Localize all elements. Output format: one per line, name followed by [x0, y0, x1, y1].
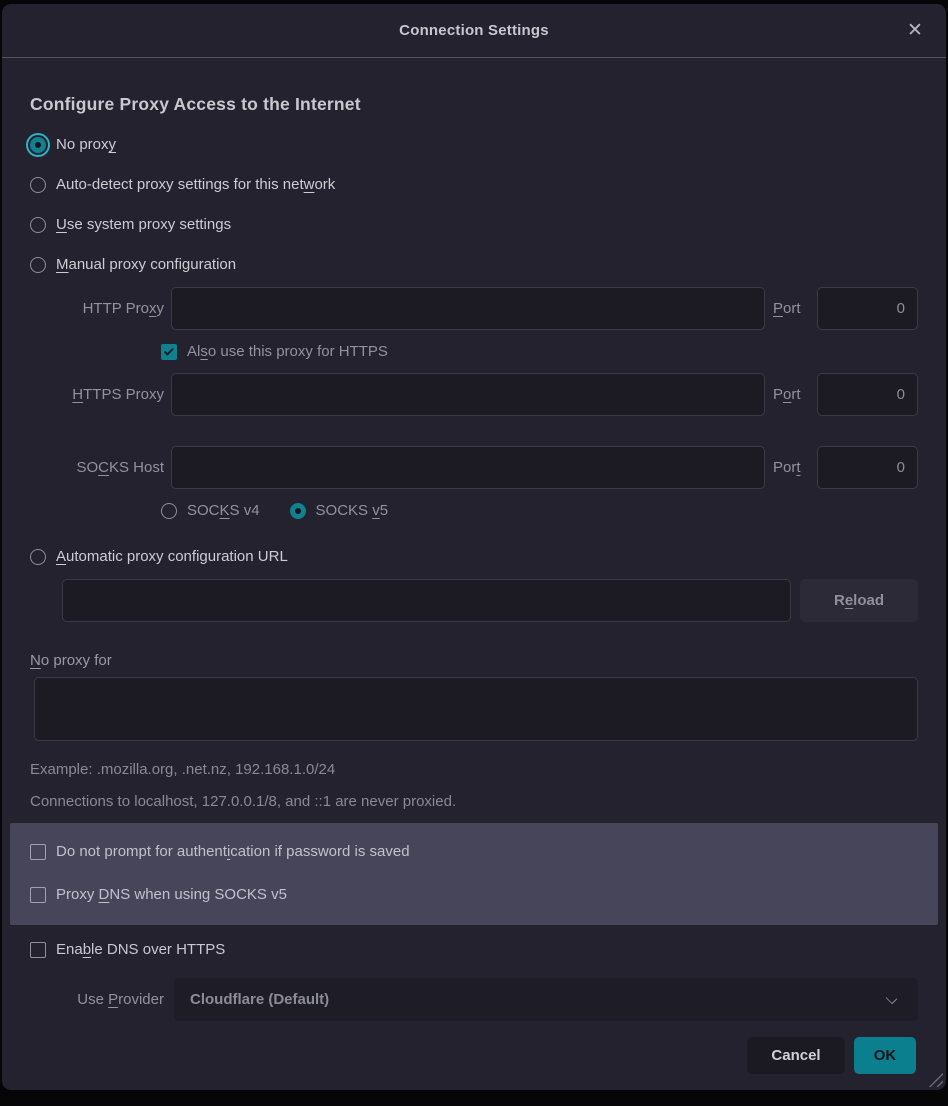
ok-button[interactable]: OK: [854, 1037, 916, 1074]
socks-host-label: SOCKS Host: [76, 459, 164, 476]
radio-icon[interactable]: [30, 217, 46, 233]
page-title: Configure Proxy Access to the Internet: [30, 94, 361, 114]
auto-url-input[interactable]: [62, 579, 791, 622]
check-mark-icon: [163, 346, 173, 356]
provider-select[interactable]: [174, 978, 918, 1021]
https-port-label: Port: [773, 386, 801, 403]
radio-auto-detect[interactable]: [30, 174, 918, 195]
dialog-titlebar: [2, 4, 946, 58]
cancel-button[interactable]: Cancel: [747, 1037, 845, 1074]
http-proxy-label: HTTP Proxy: [82, 300, 164, 317]
http-proxy-input[interactable]: [171, 287, 765, 330]
socks-port-input[interactable]: [817, 446, 918, 489]
socks-host-row: [30, 446, 918, 489]
radio-icon[interactable]: [30, 137, 46, 153]
radio-system-proxy[interactable]: [30, 214, 918, 235]
radio-manual-proxy-label: Manual proxy configuration: [56, 256, 237, 273]
radio-icon[interactable]: [290, 503, 306, 519]
checkbox-dns-over-https-label: Enable DNS over HTTPS: [56, 941, 226, 958]
no-proxy-for-textarea[interactable]: [34, 677, 918, 741]
dialog-title: Connection Settings: [399, 22, 549, 39]
no-proxy-for-label: No proxy for: [30, 652, 112, 669]
chevron-down-icon: [886, 993, 897, 1004]
dialog-content: [2, 94, 946, 810]
radio-icon[interactable]: [161, 503, 177, 519]
radio-socks-v4-label: SOCKS v4: [187, 502, 260, 519]
checkbox-icon[interactable]: [30, 942, 46, 958]
https-proxy-row: [30, 373, 918, 416]
checkbox-icon[interactable]: [161, 344, 177, 360]
https-port-input[interactable]: [817, 373, 918, 416]
socks-port-label: Port: [773, 459, 801, 476]
checkbox-share-proxy-label: Also use this proxy for HTTPS: [187, 343, 388, 360]
socks-version-row: [161, 502, 918, 519]
radio-auto-url[interactable]: [30, 546, 918, 567]
radio-icon[interactable]: [30, 257, 46, 273]
socks-host-input[interactable]: [171, 446, 765, 489]
checkbox-dns-over-https[interactable]: [30, 941, 918, 958]
radio-manual-proxy[interactable]: [30, 254, 918, 275]
provider-selected-option: Cloudflare (Default): [190, 991, 330, 1008]
checkbox-proxy-dns-socks5[interactable]: [30, 886, 918, 903]
connection-settings-dialog: [2, 4, 946, 1090]
radio-icon[interactable]: [30, 549, 46, 565]
radio-socks-v5[interactable]: [290, 502, 389, 519]
dialog-buttons: [30, 1037, 918, 1074]
footer-content: [2, 941, 946, 1074]
resize-grip[interactable]: [928, 1072, 943, 1087]
checkbox-no-prompt-auth-label: Do not prompt for authentication if password is saved: [56, 843, 410, 860]
http-port-label: Port: [773, 300, 801, 317]
radio-icon[interactable]: [30, 177, 46, 193]
use-provider-label: Use Provider: [77, 991, 164, 1008]
radio-system-proxy-label: Use system proxy settings: [56, 216, 232, 233]
radio-socks-v4[interactable]: [161, 502, 260, 519]
radio-no-proxy[interactable]: [30, 134, 918, 155]
checkbox-no-prompt-auth[interactable]: [30, 843, 918, 860]
checkbox-icon[interactable]: [30, 887, 46, 903]
http-port-input[interactable]: [817, 287, 918, 330]
http-proxy-row: [30, 287, 918, 330]
checkbox-icon[interactable]: [30, 844, 46, 860]
checkbox-share-proxy[interactable]: [161, 343, 918, 360]
close-icon[interactable]: ✕: [900, 16, 930, 46]
auto-url-row: [30, 579, 918, 622]
provider-row: [30, 978, 918, 1021]
radio-no-proxy-label: No proxy: [56, 136, 117, 153]
https-proxy-label: HTTPS Proxy: [72, 386, 164, 403]
highlighted-options-section: [10, 823, 938, 925]
example-hint: Example: .mozilla.org, .net.nz, 192.168.1.0/24: [30, 761, 336, 778]
https-proxy-input[interactable]: [171, 373, 765, 416]
radio-auto-url-label: Automatic proxy configuration URL: [56, 548, 288, 565]
radio-auto-detect-label: Auto-detect proxy settings for this network: [56, 176, 336, 193]
checkbox-proxy-dns-socks5-label: Proxy DNS when using SOCKS v5: [56, 886, 287, 903]
reload-button[interactable]: Reload: [800, 579, 918, 622]
localhost-note: Connections to localhost, 127.0.0.1/8, and ::1 are never proxied.: [30, 793, 457, 810]
radio-socks-v5-label: SOCKS v5: [315, 502, 389, 519]
